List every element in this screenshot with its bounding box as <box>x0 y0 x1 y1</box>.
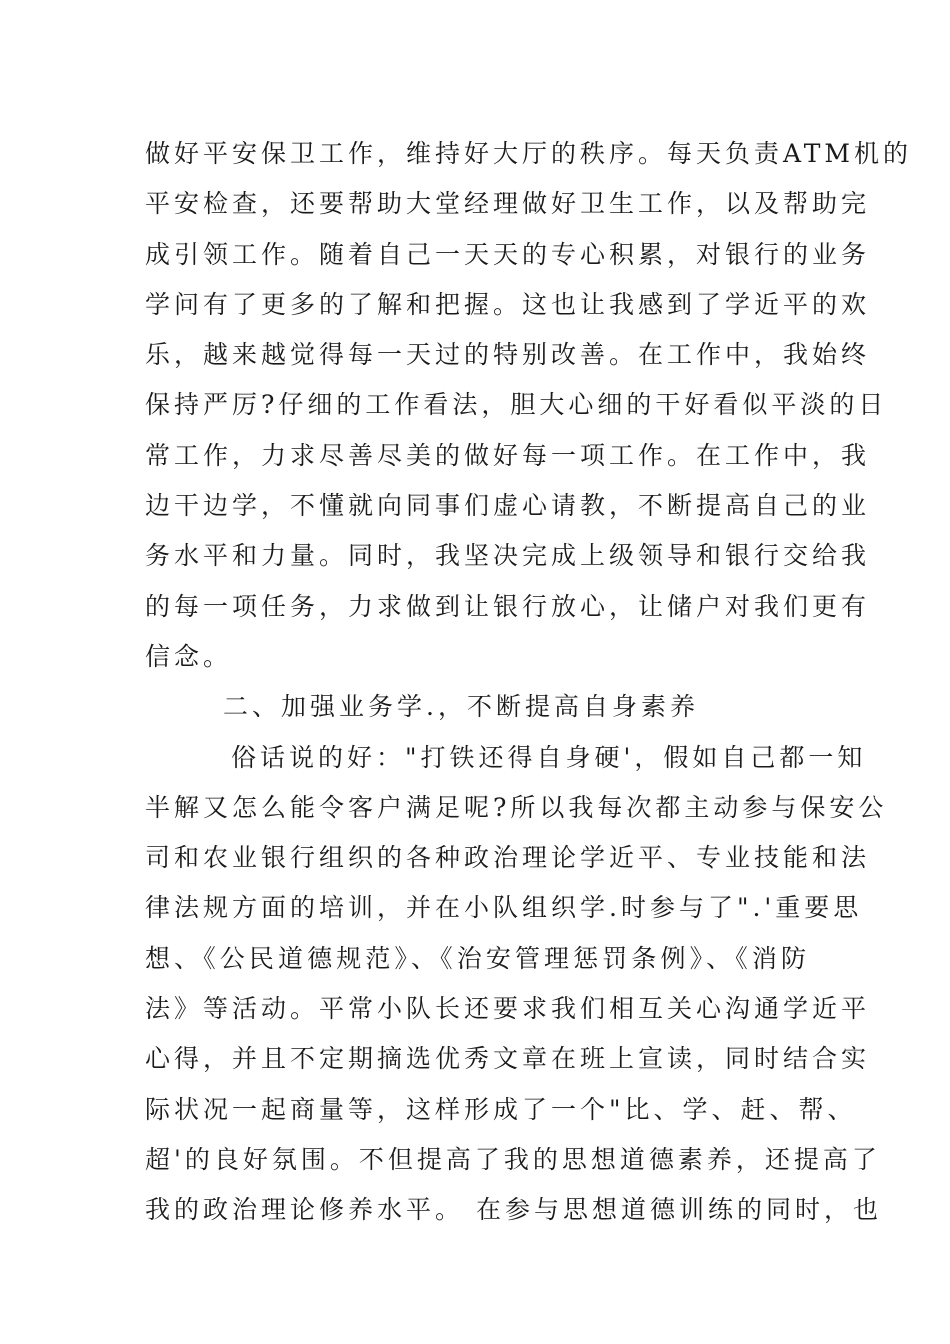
body-line: 成引领工作。随着自己一天天的专心积累，对银行的业务 <box>145 239 871 269</box>
body-line: 想、《公民道德规范》、《治安管理惩罚条例》、《消防 <box>145 943 810 973</box>
body-line: 平安检查，还要帮助大堂经理做好卫生工作，以及帮助完 <box>145 189 871 219</box>
body-line: 法》等活动。平常小队长还要求我们相互关心沟通学近平 <box>145 994 871 1024</box>
paragraph-first-line: 俗话说的好："打铁还得自身硬'，假如自己都一知 <box>231 742 867 772</box>
document-body <box>145 129 912 1236</box>
body-line: 学问有了更多的了解和把握。这也让我感到了学近平的欢 <box>145 289 871 319</box>
body-line: 际状况一起商量等，这样形成了一个"比、学、赶、帮、 <box>145 1094 857 1124</box>
body-line: 律法规方面的培训，并在小队组织学.时参与了".'重要思 <box>145 893 863 923</box>
body-line: 常工作，力求尽善尽美的做好每一项工作。在工作中，我 <box>145 440 871 470</box>
section-heading: 二、加强业务学.，不断提高自身素养 <box>223 692 699 722</box>
body-line: 务水平和力量。同时，我坚决完成上级领导和银行交给我 <box>145 541 871 571</box>
body-line: 做好平安保卫工作，维持好大厅的秩序。每天负责ATM机的 <box>145 139 912 168</box>
body-line: 半解又怎么能令客户满足呢?所以我每次都主动参与保安公 <box>145 792 888 822</box>
body-line: 司和农业银行组织的各种政治理论学近平、专业技能和法 <box>145 843 871 873</box>
paragraph-end-line: 信念。 <box>145 641 233 671</box>
body-line: 超'的良好氛围。不但提高了我的思想道德素养，还提高了 <box>145 1144 881 1174</box>
body-line: 乐，越来越觉得每一天过的特别改善。在工作中，我始终 <box>145 340 871 370</box>
body-line: 心得，并且不定期摘选优秀文章在班上宣读，同时结合实 <box>145 1044 871 1074</box>
body-line: 边干边学，不懂就向同事们虚心请教，不断提高自己的业 <box>145 491 871 521</box>
body-line: 保持严厉?仔细的工作看法，胆大心细的干好看似平淡的日 <box>145 390 888 420</box>
body-line: 我的政治理论修养水平。 在参与思想道德训练的同时，也 <box>145 1195 882 1225</box>
body-line: 的每一项任务，力求做到让银行放心，让储户对我们更有 <box>145 591 871 621</box>
